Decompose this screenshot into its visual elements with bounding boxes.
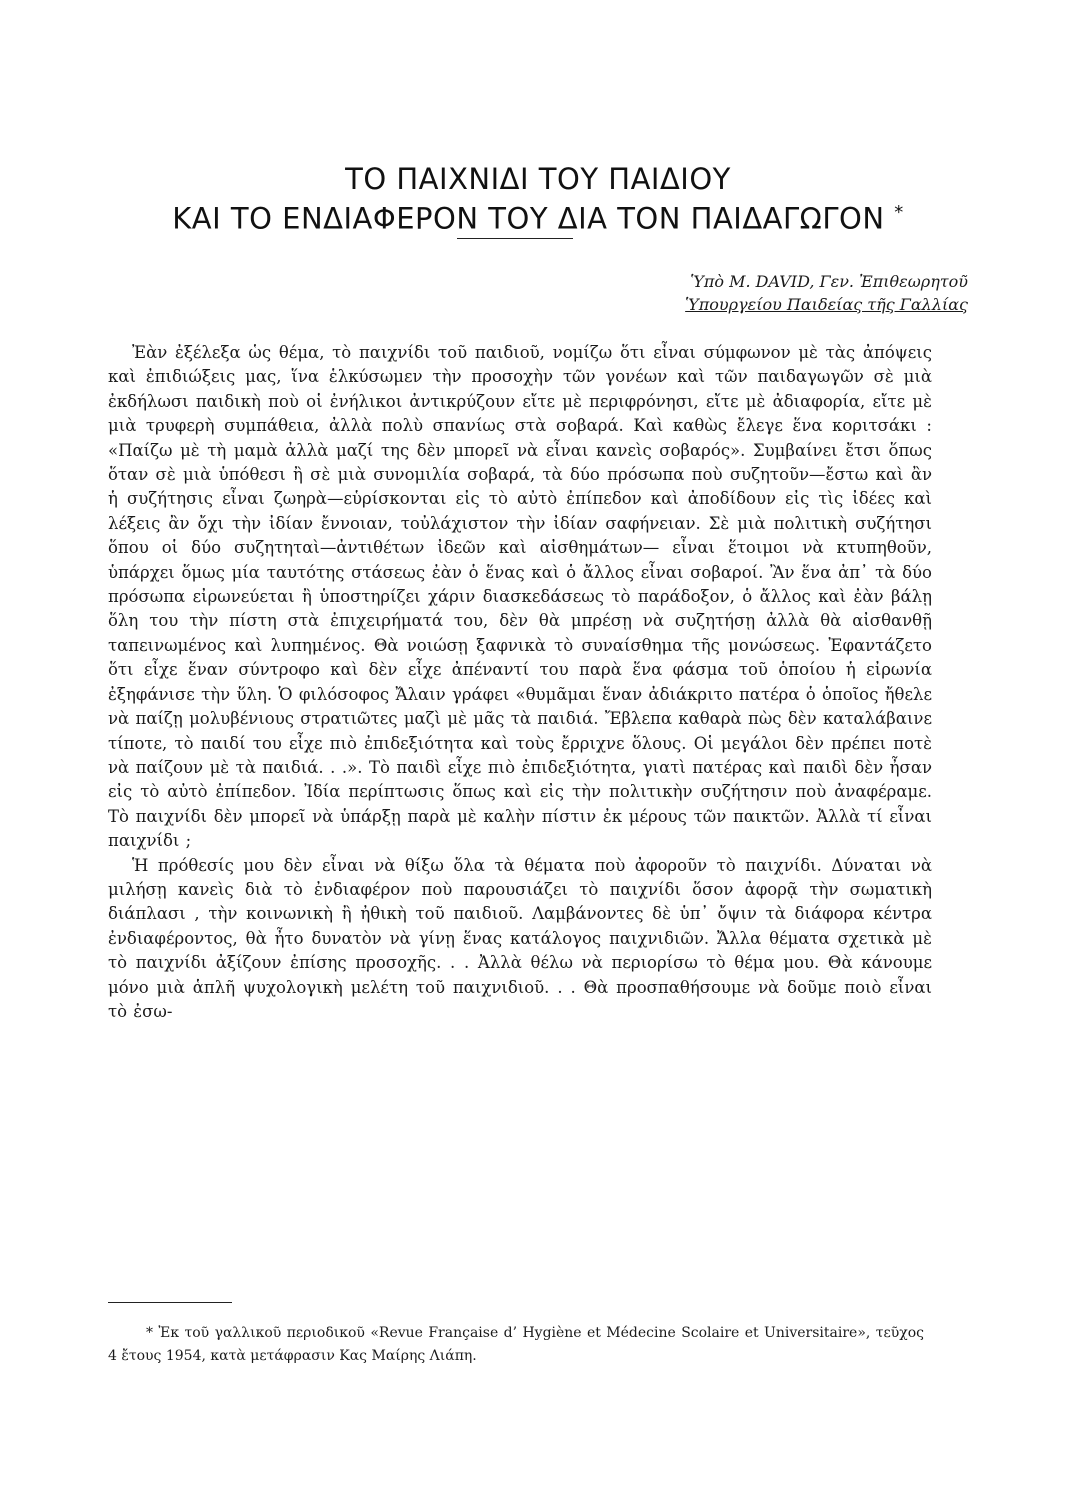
byline-author: Ὑπὸ Μ. DAVID, Γεν. Ἐπιθεωρητοῦ <box>690 272 968 291</box>
title-line-1 <box>100 160 976 198</box>
byline-affiliation-text: Ὑπουργείου Παιδείας τῆς Γαλλίας <box>685 295 968 314</box>
body-paragraph-2: Ἡ πρόθεσίς μου δὲν εἶναι νὰ θίξω ὅλα τὰ θέματα ποὺ ἀφοροῦν τὸ παιχνίδι. Δύναται νὰ μιλήσῃ κανεὶς διὰ τὸ ἐνδιαφέρον ποὺ παρουσιάζει τὸ παιχνίδι ὅσον ἀφορᾷ τὴν σωματικὴ διάπλασι , τὴν κοινωνικὴ ἢ ἠθικὴ τοῦ παιδιοῦ. Λαμβάνοντες δὲ ὑπ᾽ ὄψιν τὰ διάφορα κέντρα ἐνδιαφέροντος, θὰ ἦτο δυνατὸν νὰ γίνῃ ἕνας κατάλογος παιχνιδιῶν. Ἄλλα θέματα σχετικὰ μὲ τὸ παιχνίδι ἀξίζουν ἐπίσης προσοχῆς. . . Ἀλλὰ θέλω νὰ περιορίσω τὸ θέμα μου. Θὰ κάνουμε μόνο μιὰ ἁπλῆ ψυχολογικὴ μελέτη τοῦ παιχνιδιοῦ. . . Θὰ προσπαθήσουμε νὰ δοῦμε ποιὸ εἶναι τὸ ἐσω- <box>108 855 932 1021</box>
body-paragraph-1: Ἐὰν ἐξέλεξα ὡς θέμα, τὸ παιχνίδι τοῦ παιδιοῦ, νομίζω ὅτι εἶναι σύμφωνον μὲ τὰς ἀπόψεις καὶ ἐπιδιώξεις μας, ἵνα ἑλκύσωμεν τὴν προσοχὴν τῶν γονέων καὶ τῶν παιδαγωγῶν σὲ μιὰ ἐκδήλωσι παιδικὴ ποὺ οἱ ἐνήλικοι ἀντικρύζουν εἴτε μὲ περιφρόνησι, εἴτε μὲ ἀδιαφορία, εἴτε μὲ μιὰ τρυφερὴ συμπάθεια, ἀλλὰ πολὺ σπανίως στὰ σοβαρά. Καὶ καθὼς ἔλεγε ἕνα κοριτσάκι : «Παίζω μὲ τὴ μαμὰ ἀλλὰ μαζί της δὲν μπορεῖ νὰ εἶναι κανεὶς σοβαρός». Συμβαίνει ἔτσι ὅπως ὅταν σὲ μιὰ ὑπόθεσι ἢ σὲ μιὰ συνομιλία σοβαρά, τὰ δύο πρόσωπα ποὺ συζητοῦν—ἔστω καὶ ἂν ἡ συζήτησις εἶναι ζωηρὰ—εὑρίσκονται εἰς τὸ αὐτὸ ἐπίπεδον καὶ ἀποδίδουν εἰς τὶς ἰδέες καὶ λέξεις ἂν ὄχι τὴν ἰδίαν ἔννοιαν, τοὐλάχιστον τὴν ἰδίαν σαφήνειαν. Σὲ μιὰ πολιτικὴ συζήτησι ὅπου οἱ δύο συζητηταὶ—ἀντιθέτων ἰδεῶν καὶ αἰσθημάτων— εἶναι ἕτοιμοι νὰ κτυπηθοῦν, ὑπάρχει ὅμως μία ταυτότης στάσεως ἐὰν ὁ ἕνας καὶ ὁ ἄλλος εἶναι σοβαροί. Ἂν ἕνα ἀπ᾽ τὰ δύο πρόσωπα εἰρωνεύεται ἢ ὑποστηρίζει χάριν διασκεδάσεως τὸ παράδοξον, ὁ ἄλλος καὶ ἐὰν βάλῃ ὅλη του τὴν πίστη στὰ ἐπιχειρήματά του, δὲν θὰ μπρέσῃ νὰ συζητήσῃ ἀλλὰ θὰ αἰσθανθῇ ταπεινωμένος καὶ λυπημένος. Θὰ νοιώσῃ ξαφνικὰ τὸ συναίσθημα τῆς μονώσεως. Ἐφαντάζετο ὅτι εἶχε ἕναν σύντροφο καὶ δὲν εἶχε ἀπέναντί του παρὰ ἕνα φάσμα τοῦ ὁποίου ἡ εἰρωνία ἐξηφάνισε τὴν ὕλη. Ὁ φιλόσοφος Ἄλαιν γράφει «θυμᾶμαι ἕναν ἀδιάκριτο πατέρα ὁ ὁποῖος ἤθελε νὰ παίζῃ μολυβένιους στρατιῶτες μαζὶ μὲ μᾶς τὰ παιδιά. Ἔβλεπα καθαρὰ πὼς δὲν καταλάβαινε τίποτε, τὸ παιδί του εἶχε πιὸ ἐπιδεξιότητα καὶ τοὺς ἔρριχνε ὅλους. Οἱ μεγάλοι δὲν πρέπει ποτὲ νὰ παίζουν μὲ τὰ παιδιά. . .». Τὸ παιδὶ εἶχε πιὸ ἐπιδεξιότητα, γιατὶ πατέρας καὶ παιδὶ δὲν ἦσαν εἰς τὸ αὐτὸ ἐπίπεδον. Ἰδία περίπτωσις ὅπως καὶ εἰς τὴν πολιτικὴν συζήτησιν ποὺ ἀναφέραμε. Τὸ παιχνίδι δὲν μπορεῖ νὰ ὑπάρξῃ παρὰ μὲ καλὴν πίστιν ἐκ μέρους τῶν παικτῶν. Ἀλλὰ τί εἶναι παιχνίδι ; <box>108 343 932 851</box>
title-text-2: ΚΑΙ ΤΟ ΕΝΔΙΑΦΕΡΟΝ ΤΟΥ ΔΙΑ ΤΟΝ ΠΑΙΔΑΓΩΓΟΝ <box>172 201 885 236</box>
title-text-1: ΤΟ ΠΑΙΧΝΙΔΙ ΤΟΥ ΠΑΙΔΙΟΥ <box>345 162 731 196</box>
article-body <box>108 341 932 1024</box>
byline-affiliation <box>448 293 968 316</box>
title-footnote-marker: * <box>894 202 904 223</box>
title-divider <box>457 238 573 239</box>
footnote-divider <box>108 1302 232 1303</box>
title-line-2 <box>100 194 976 238</box>
footnote: * Ἐκ τοῦ γαλλικοῦ περιοδικοῦ «Revue Française d’ Hygiène et Médecine Scolaire et Universitaire», τεῦχος 4 ἔτους 1954, κατὰ μετάφρασιν Κας Μαίρης Λιάπη. <box>108 1325 924 1364</box>
